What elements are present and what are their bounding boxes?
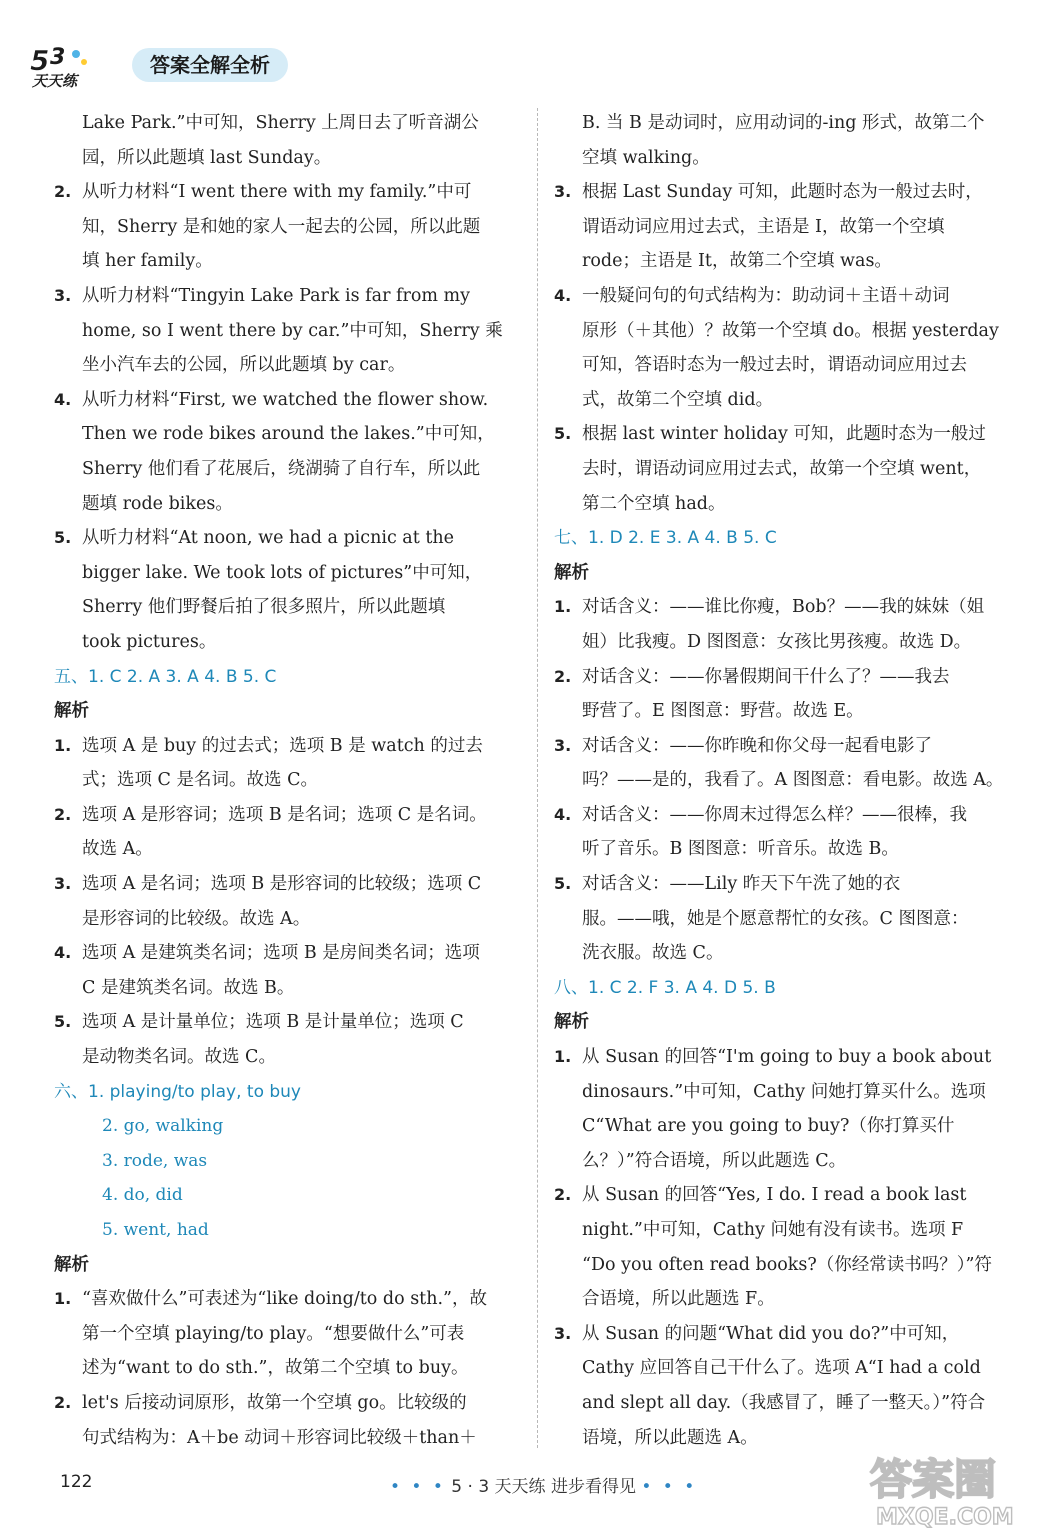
- item-number: 2.: [554, 666, 572, 686]
- item-number: 2.: [54, 1392, 72, 1412]
- item-body: [82, 383, 520, 521]
- answer-key-6: 六、1. playing/to play, to buy: [54, 1081, 301, 1102]
- page-title: 答案全解全析: [132, 48, 288, 82]
- list-item: [554, 1178, 1014, 1316]
- text-line: let's 后接动词原形，故第一个空填 go。比较级的: [82, 1392, 467, 1413]
- answer-key-6-line: 2. go, walking: [102, 1116, 224, 1137]
- text-line: 一般疑问句的句式结构为：助动词＋主语＋动词: [582, 285, 950, 306]
- item-number: 4.: [554, 804, 572, 824]
- logo-text: 天天练: [32, 72, 78, 90]
- list-item: [54, 521, 520, 659]
- list-item: [554, 417, 1014, 521]
- watermark-text: 答案圈: [870, 1455, 997, 1504]
- text-line: 服。——哦，她是个愿意帮忙的女孩。C 图图意：: [582, 908, 969, 929]
- slogan-text: 5 · 3 天天练 进步看得见: [451, 1477, 636, 1497]
- item-number: 3.: [54, 285, 72, 305]
- item-body: [82, 936, 520, 1005]
- text-line: 可知，答语时态为一般过去时，谓语动词应用过去: [582, 355, 967, 376]
- item-body: [82, 1005, 520, 1074]
- item-body: [582, 660, 1014, 729]
- text-line: “Do you often read books?（你经常读书吗？）”符: [582, 1254, 992, 1275]
- item-number: 4.: [554, 285, 572, 305]
- answer-key-6-line: 5. went, had: [102, 1220, 209, 1240]
- analysis-heading: 解析: [554, 1012, 589, 1033]
- text-line: 洗衣服。故选 C。: [582, 943, 724, 964]
- text-line: 选项 A 是名词；选项 B 是形容词的比较级；选项 C: [82, 874, 482, 895]
- text-line: 根据 last winter holiday 可知，此题时态为一般过: [582, 424, 986, 445]
- text-line: 语境，所以此题选 A。: [582, 1427, 758, 1448]
- list-item: [554, 175, 1014, 279]
- page-header: [28, 40, 388, 90]
- text-line: 选项 A 是建筑类名词；选项 B 是房间类名词；选项: [82, 943, 480, 964]
- text-line: 野营了。E 图图意：野营。故选 E。: [582, 701, 864, 722]
- item-number: 3.: [54, 874, 72, 894]
- text-line: 从听力材料“Tingyin Lake Park is far from my: [82, 285, 471, 306]
- column-divider: [537, 108, 538, 1448]
- item-number: 1.: [554, 597, 572, 617]
- list-item: [54, 798, 520, 867]
- text-line: 原形（＋其他）？故第一个空填 do。根据 yesterday: [582, 320, 999, 341]
- item-number: 3.: [554, 735, 572, 755]
- text-line: 题填 rode bikes。: [82, 493, 233, 514]
- item-body: [582, 417, 1014, 521]
- text-line: B. 当 B 是动词时，应用动词的-ing 形式，故第二个: [582, 113, 985, 133]
- text-line: Sherry 他们看了花展后，绕湖骑了自行车，所以此: [82, 458, 481, 479]
- text-line: rode；主语是 It，故第二个空填 was。: [582, 251, 892, 272]
- list-item: [54, 279, 520, 383]
- text-line: 知，Sherry 是和她的家人一起去的公园，所以此题: [82, 216, 481, 237]
- item-body: [82, 279, 520, 383]
- text-line: 根据 Last Sunday 可知，此题时态为一般过去时，: [582, 182, 983, 203]
- text-line: 从 Susan 的回答“I'm going to buy a book about: [582, 1047, 992, 1068]
- text-line: Sherry 他们野餐后拍了很多照片，所以此题填: [82, 597, 446, 618]
- answer-key-6-line: 4. do, did: [102, 1185, 183, 1206]
- item-number: 1.: [54, 1289, 72, 1309]
- analysis-items-5: [54, 729, 520, 1075]
- list-item: [54, 1282, 520, 1386]
- list-item: [554, 798, 1014, 867]
- item-number: 5.: [54, 528, 72, 548]
- text-line: home, so I went there by car.”中可知，Sherry 乘: [82, 320, 503, 341]
- text-line: 故选 A。: [82, 839, 153, 860]
- text-line: took pictures。: [82, 631, 217, 652]
- text-line: 园，所以此题填 last Sunday。: [82, 147, 332, 168]
- left-column: [54, 106, 520, 1455]
- list-item: [554, 729, 1014, 798]
- item-number: 1.: [54, 735, 72, 755]
- text-line: Cathy 应回答自己干什么了。选项 A“I had a cold: [582, 1358, 981, 1379]
- dots-right: • • •: [641, 1477, 698, 1497]
- list-item: [54, 383, 520, 521]
- watermark-url: MXQE.COM: [876, 1505, 1014, 1530]
- right-column: [554, 106, 1014, 1455]
- text-line: 谓语动词应用过去式，主语是 I，故第一个空填: [582, 216, 945, 237]
- list-item: [554, 279, 1014, 417]
- list-item: [54, 175, 520, 279]
- item-body: [82, 175, 520, 279]
- text-line: dinosaurs.”中可知，Cathy 问她打算买什么。选项: [582, 1081, 986, 1102]
- text-line: “喜欢做什么”可表述为“like doing/to do sth.”，故: [82, 1289, 487, 1310]
- item-body: [582, 1040, 1014, 1178]
- listening-items: [54, 175, 520, 659]
- answer-key-6-line: 3. rode, was: [102, 1150, 208, 1171]
- text-line: 式；选项 C 是名词。故选 C。: [82, 770, 318, 791]
- text-line: 么？）”符合语境，所以此题选 C。: [582, 1150, 847, 1171]
- analysis-heading: 解析: [54, 701, 89, 722]
- watermark-logo: [866, 1448, 1026, 1530]
- text-line: 对话含义：——你暑假期间干什么了？——我去: [582, 666, 950, 687]
- text-line: 对话含义：——Lily 昨天下午洗了她的衣: [582, 874, 901, 895]
- item-body: [582, 279, 1014, 417]
- analysis-heading: 解析: [554, 562, 589, 583]
- analysis-items-6: [54, 1282, 520, 1455]
- text-line: 吗？——是的，我看了。A 图图意：看电影。故选 A。: [582, 770, 1004, 791]
- item-body: [582, 590, 1014, 659]
- item-number: 5.: [554, 424, 572, 444]
- answer-key-8: 八、1. C 2. F 3. A 4. D 5. B: [554, 977, 776, 998]
- list-item: [554, 1317, 1014, 1455]
- text-line: 是动物类名词。故选 C。: [82, 1047, 276, 1068]
- text-line: C 是建筑类名词。故选 B。: [82, 977, 295, 998]
- item-number: 1.: [554, 1047, 572, 1067]
- text-line: 去时，谓语动词应用过去式，故第一个空填 went，: [582, 458, 982, 479]
- item-body: [582, 798, 1014, 867]
- text-line: 从 Susan 的回答“Yes, I do. I read a book last: [582, 1185, 967, 1206]
- text-line: 第一个空填 playing/to play。“想要做什么”可表: [82, 1323, 465, 1344]
- list-item: [54, 936, 520, 1005]
- item-body: [582, 175, 1014, 279]
- text-line: bigger lake. We took lots of pictures”中可知，: [82, 562, 483, 583]
- text-line: C“What are you going to buy?（你打算买什: [582, 1116, 955, 1137]
- text-line: 对话含义：——你周末过得怎么样？——很棒，我: [582, 804, 967, 825]
- answer-key-5: 五、1. C 2. A 3. A 4. B 5. C: [54, 666, 277, 687]
- text-line: night.”中可知，Cathy 问她有没有读书。选项 F: [582, 1220, 964, 1240]
- item-body: [582, 729, 1014, 798]
- text-line: Then we rode bikes around the lakes.”中可知，: [82, 424, 495, 445]
- brand-logo: [28, 40, 108, 90]
- text-line: 对话含义：——你昨晚和你父母一起看电影了: [582, 735, 932, 756]
- list-item: [54, 1386, 520, 1455]
- list-item: [54, 867, 520, 936]
- list-item: [54, 729, 520, 798]
- item-number: 2.: [54, 182, 72, 202]
- list-item: [554, 660, 1014, 729]
- text-line: 述为“want to do sth.”，故第二个空填 to buy。: [82, 1358, 469, 1379]
- item-number: 5.: [54, 1012, 72, 1032]
- dots-left: • • •: [390, 1477, 446, 1497]
- text-line: 听了音乐。B 图图意：听音乐。故选 B。: [582, 839, 899, 860]
- answer-key-7: 七、1. D 2. E 3. A 4. B 5. C: [554, 528, 777, 549]
- text-line: 对话含义：——谁比你瘦，Bob？——我的妹妹（姐: [582, 597, 985, 618]
- analysis-items-8: [554, 1040, 1014, 1455]
- text-line: 选项 A 是形容词；选项 B 是名词；选项 C 是名词。: [82, 804, 487, 825]
- svg-text:5: 5: [30, 44, 50, 77]
- footer-slogan: [390, 1472, 697, 1497]
- svg-text:3: 3: [50, 45, 66, 70]
- item-number: 3.: [554, 1323, 572, 1343]
- list-item: [554, 1040, 1014, 1178]
- item-body: [582, 1178, 1014, 1316]
- text-line: 从 Susan 的问题“What did you do?”中可知，: [582, 1323, 960, 1344]
- item-body: [82, 798, 520, 867]
- text-line: 选项 A 是 buy 的过去式；选项 B 是 watch 的过去: [82, 735, 483, 756]
- analysis-heading: 解析: [54, 1254, 89, 1275]
- text-line: 句式结构为：A＋be 动词＋形容词比较级＋than＋: [82, 1427, 477, 1448]
- text-line: and slept all day.（我感冒了，睡了一整天。）”符合: [582, 1392, 986, 1413]
- text-line: 是形容词的比较级。故选 A。: [82, 908, 311, 929]
- list-item: [554, 867, 1014, 971]
- text-line: 从听力材料“At noon, we had a picnic at the: [82, 528, 454, 549]
- text-line: 合语境，所以此题选 F。: [582, 1289, 775, 1310]
- text-line: 从听力材料“I went there with my family.”中可: [82, 182, 472, 203]
- text-line: Lake Park.”中可知，Sherry 上周日去了听音湖公: [82, 113, 479, 133]
- text-line: 从听力材料“First, we watched the flower show.: [82, 389, 489, 410]
- item-number: 5.: [554, 874, 572, 894]
- item-body: [582, 1317, 1014, 1455]
- analysis-items-7: [554, 590, 1014, 971]
- list-item: [54, 1005, 520, 1074]
- item-body: [82, 1282, 520, 1386]
- item-body: [82, 729, 520, 798]
- item-body: [82, 521, 520, 659]
- text-line: 姐）比我瘦。D 图图意：女孩比男孩瘦。故选 D。: [582, 631, 972, 652]
- analysis-items-6-cont: [554, 175, 1014, 521]
- item-number: 3.: [554, 182, 572, 202]
- text-line: 坐小汽车去的公园，所以此题填 by car。: [82, 355, 406, 376]
- text-line: 空填 walking。: [582, 147, 710, 168]
- item-number: 2.: [554, 1185, 572, 1205]
- item-number: 2.: [54, 804, 72, 824]
- list-item: [554, 590, 1014, 659]
- item-number: 4.: [54, 389, 72, 409]
- item-body: [582, 867, 1014, 971]
- text-line: 第二个空填 had。: [582, 493, 726, 514]
- item-number: 4.: [54, 943, 72, 963]
- item-body: [82, 1386, 520, 1455]
- text-line: 式，故第二个空填 did。: [582, 389, 774, 410]
- text-line: 选项 A 是计量单位；选项 B 是计量单位；选项 C: [82, 1012, 464, 1033]
- item-body: [82, 867, 520, 936]
- text-line: 填 her family。: [82, 251, 213, 272]
- page-number: 122: [60, 1472, 93, 1492]
